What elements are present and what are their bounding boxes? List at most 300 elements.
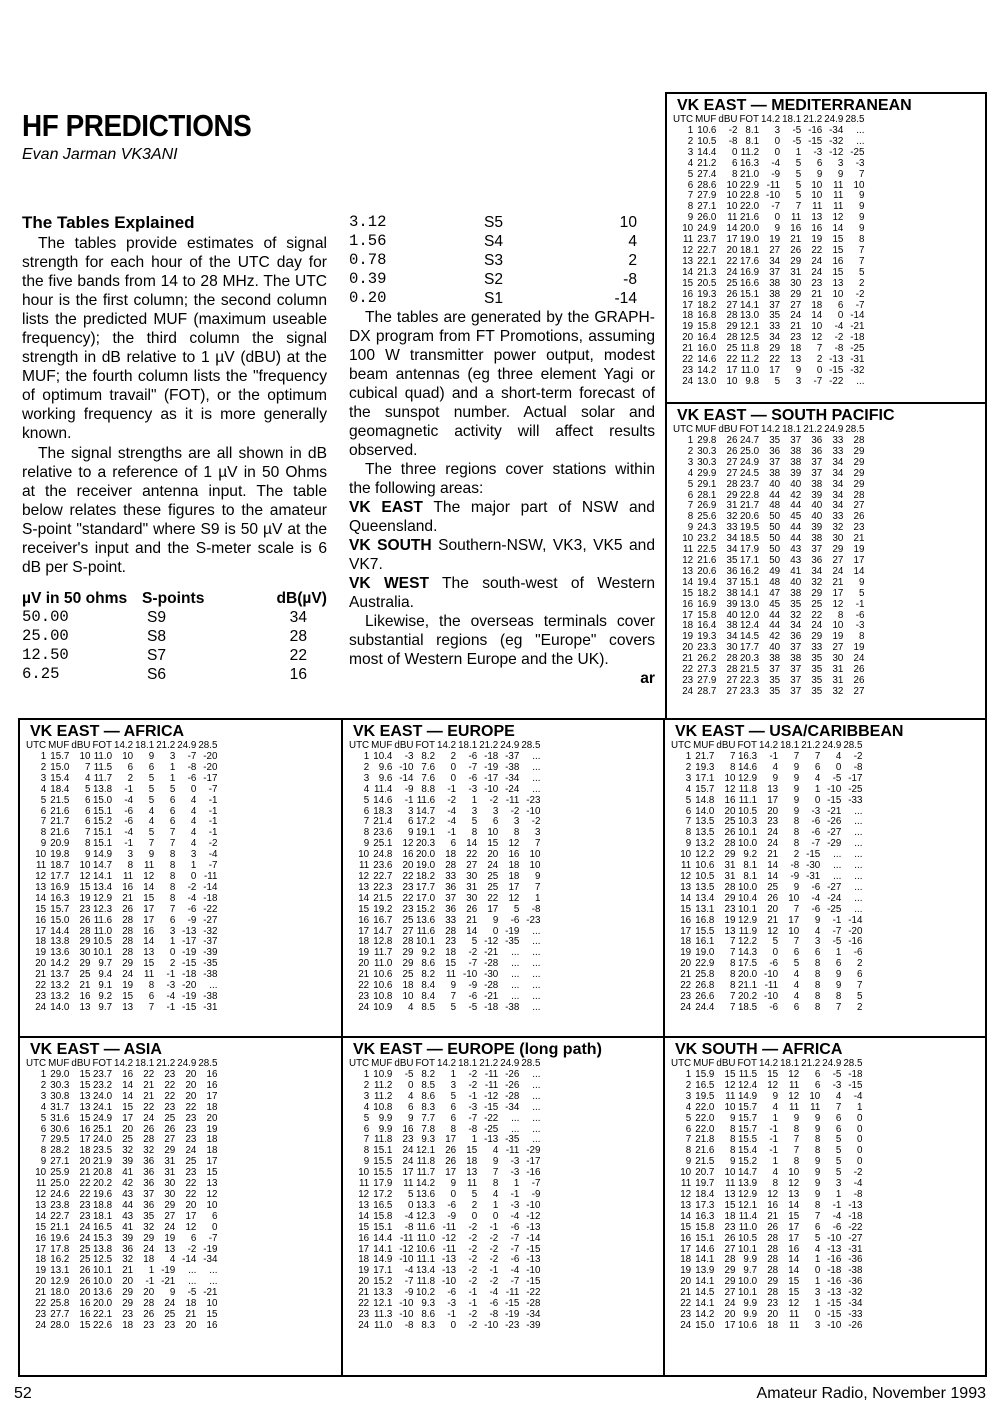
table-cell: ... — [833, 870, 842, 882]
table-cell: 25.1 — [373, 838, 393, 850]
table-cell: 12 — [35, 1188, 47, 1200]
table-cell: 16 — [122, 1069, 134, 1080]
table-cell: 42 — [790, 489, 802, 501]
table-cell: 10 — [853, 179, 865, 191]
table-cell: 3 — [363, 1090, 370, 1102]
table-cell: 14 — [811, 310, 823, 322]
table-cell: -9 — [404, 783, 414, 795]
table-cell: 11 — [403, 1178, 414, 1190]
table-cell: 21 — [185, 1308, 197, 1320]
table-cell: 0 — [450, 761, 457, 773]
table-cell: -5 — [832, 772, 842, 784]
table-cell: 29 — [853, 467, 865, 479]
table-cell: 4 — [363, 1101, 370, 1113]
table-cell: -18 — [848, 1069, 863, 1080]
table-cell: 20.7 — [695, 1167, 715, 1179]
table-cell: 10.1 — [737, 1243, 758, 1255]
table-cell: 11.6 — [416, 794, 436, 806]
table-cell: 22 — [185, 1101, 197, 1113]
table-cell: 14 — [682, 266, 694, 278]
table-cell: -20 — [182, 980, 197, 992]
table-cell: 10.8 — [373, 990, 393, 1002]
table-cell: 13.2 — [50, 980, 70, 992]
table-cell: 13 — [206, 1178, 218, 1190]
table-cell: ... — [511, 947, 520, 959]
prediction-table — [671, 741, 864, 1014]
table-cell: 12.8 — [373, 936, 393, 948]
column-header: 24.9 — [177, 1058, 197, 1070]
table-cell: 15.8 — [373, 1210, 393, 1222]
table-cell: 19.6 — [50, 1232, 70, 1244]
table-cell: 28 — [726, 310, 738, 322]
table-cell: 22 — [726, 255, 738, 267]
table-cell: 24 — [767, 827, 779, 839]
s-cell-uv: 0.20 — [349, 289, 387, 307]
table-cell: -3 — [510, 1167, 520, 1179]
table-cell: 11 — [791, 212, 802, 224]
table-cell: 10 — [788, 925, 800, 937]
table-cell: 11 — [680, 860, 692, 872]
table-cell: 23 — [185, 1123, 197, 1135]
table-cell: 16 — [680, 1232, 692, 1244]
table-cell: -19 — [161, 1265, 176, 1277]
table-cell: 14.2 — [697, 364, 717, 376]
table-cell: 29 — [832, 544, 844, 556]
table-row — [671, 916, 864, 927]
table-cell: 13.6 — [415, 914, 436, 926]
table-cell: 37 — [790, 435, 802, 446]
table-cell: 26 — [79, 914, 91, 926]
table-cell: 3 — [814, 1319, 821, 1331]
table-cell: 28.1 — [697, 489, 717, 501]
table-cell: 11 — [35, 860, 47, 872]
table-cell: 40 — [726, 609, 738, 621]
table-cell: 20 — [185, 1079, 197, 1091]
table-cell: -1 — [769, 1145, 779, 1157]
table-cell: 25 — [726, 277, 738, 289]
table-cell: 23 — [445, 936, 457, 948]
table-cell: 4 — [407, 1001, 414, 1013]
table-cell: -7 — [771, 201, 781, 213]
table-cell: 18 — [508, 870, 520, 882]
table-cell: 18.2 — [697, 587, 717, 599]
table-cell: 22.1 — [697, 255, 717, 267]
table-cell: 13 — [466, 1167, 478, 1179]
column-header: dBU — [394, 1058, 414, 1070]
table-cell: -15 — [827, 794, 842, 806]
table-cell: -38 — [848, 1265, 863, 1277]
table-cell: 14.8 — [695, 794, 715, 806]
table-cell: -1 — [510, 1188, 520, 1200]
table-cell: 0 — [856, 1123, 863, 1135]
table-cell: 7 — [856, 980, 863, 992]
table-cell: 21.7 — [695, 751, 715, 762]
column-header: MUF — [371, 740, 393, 752]
table-cell: 15.1 — [695, 1232, 715, 1244]
table-cell: -7 — [510, 1243, 520, 1255]
table-cell: 0 — [835, 761, 842, 773]
table-cell: -15 — [182, 1001, 197, 1013]
table-cell: 9 — [450, 980, 457, 992]
table-cell: 15.5 — [695, 925, 715, 937]
table-cell: 33 — [832, 445, 844, 457]
table-cell: 15.0 — [50, 914, 70, 926]
table-cell: 12 — [788, 1298, 800, 1310]
table-cell: 13.6 — [415, 1188, 436, 1200]
rule-col-1 — [341, 718, 343, 1377]
table-cell: 14 — [788, 1265, 800, 1277]
table-cell: 2 — [127, 772, 134, 784]
table-cell: 15.3 — [92, 1232, 113, 1244]
column-header: UTC — [671, 1058, 692, 1070]
table-cell: 11.2 — [740, 146, 760, 158]
table-cell: 29 — [726, 489, 738, 501]
column-header: 28.5 — [843, 1058, 863, 1070]
table-cell: 10.5 — [695, 870, 715, 882]
table-row — [26, 785, 219, 796]
table-cell: 13.1 — [50, 1265, 70, 1277]
table-cell: 15 — [724, 1069, 736, 1080]
table-cell: 17 — [726, 234, 738, 246]
region-item — [349, 536, 655, 574]
table-cell: 16.3 — [739, 157, 760, 169]
column-header: UTC — [349, 1058, 370, 1070]
table-cell: 9 — [814, 1167, 821, 1179]
table-cell: -25 — [850, 146, 865, 158]
table-cell: -21 — [484, 990, 499, 1002]
table-cell: 39 — [726, 598, 738, 610]
table-cell: 11.4 — [374, 783, 393, 795]
table-cell: 16 — [206, 1079, 218, 1091]
table-cell: -5 — [832, 1069, 842, 1080]
table-cell: 13 — [680, 1199, 692, 1211]
table-cell: 29 — [122, 1287, 134, 1299]
table-cell: 19.0 — [415, 860, 436, 872]
table-cell: 14.9 — [373, 1254, 393, 1266]
table-cell: 9.4 — [98, 969, 113, 981]
table-cell: 15.5 — [373, 1156, 393, 1168]
s-cell-db: 28 — [289, 628, 307, 645]
table-cell: 35 — [143, 1210, 155, 1222]
table-cell: 10.6 — [373, 969, 393, 981]
table-cell: 28 — [143, 1134, 155, 1146]
table-cell: 14.7 — [415, 805, 436, 817]
column-header: 21.2 — [479, 740, 499, 752]
table-cell: 18 — [35, 936, 47, 948]
table-cell: 25 — [724, 816, 736, 828]
table-cell: 8 — [814, 1001, 821, 1013]
table-cell: -1 — [208, 805, 218, 817]
table-cell: 16 — [680, 914, 692, 926]
table-row — [349, 785, 542, 796]
table-cell: -3 — [166, 980, 176, 992]
table-cell: -19 — [484, 761, 499, 773]
table-cell: -4 — [404, 1265, 414, 1277]
table-cell: -14 — [399, 772, 414, 784]
table-cell: -22 — [484, 1112, 499, 1124]
table-cell: 34 — [790, 620, 802, 632]
table-cell: 17 — [853, 554, 865, 566]
table-row — [349, 1321, 542, 1332]
table-cell: -3 — [510, 1199, 520, 1211]
table-cell: 0 — [471, 1210, 478, 1222]
table-cell: 27 — [853, 500, 865, 512]
author-byline: Evan Jarman VK3ANI — [22, 146, 178, 163]
table-cell: 3 — [814, 1287, 821, 1299]
table-cell: 21 — [358, 969, 370, 981]
column-header: 28.5 — [845, 424, 865, 436]
table-cell: 3 — [169, 925, 176, 937]
table-cell: 26 — [143, 1123, 155, 1135]
table-cell: 36 — [122, 1243, 134, 1255]
table-cell: -2 — [468, 1079, 478, 1091]
page-number: 52 — [14, 1385, 32, 1402]
table-cell: 25 — [122, 1134, 134, 1146]
table-cell: -32 — [848, 1287, 863, 1299]
table-cell: 9 — [835, 969, 842, 981]
table-cell: 6 — [148, 761, 155, 773]
table-cell: 21 — [680, 969, 692, 981]
table-cell: 21.1 — [737, 980, 758, 992]
table-cell: 12 — [508, 838, 520, 850]
table-cell: 4 — [687, 467, 694, 479]
table-cell: 24 — [143, 1112, 155, 1124]
table-cell: 27.4 — [697, 168, 717, 180]
table-cell: 11 — [725, 1090, 736, 1102]
table-cell: 40 — [769, 478, 781, 490]
table-cell: 21.6 — [50, 827, 70, 839]
s-table-row — [349, 213, 655, 232]
table-cell: 29 — [724, 849, 736, 861]
table-cell: 29 — [767, 1276, 779, 1288]
table-cell: 15 — [788, 1210, 800, 1222]
table-cell: 13.4 — [415, 1265, 436, 1277]
table-cell: 13 — [811, 212, 823, 224]
table-cell: -6 — [853, 947, 863, 959]
rule-vertical-top — [665, 92, 667, 719]
table-cell: -29 — [526, 1145, 541, 1157]
table-cell: 17 — [402, 1167, 414, 1179]
table-cell: 38 — [769, 653, 781, 665]
table-cell: 13 — [832, 277, 844, 289]
table-cell: 44 — [790, 522, 802, 534]
column-header: MUF — [693, 740, 715, 752]
table-cell: 6 — [169, 816, 176, 828]
table-cell: 20.9 — [50, 838, 70, 850]
column-header: MUF — [48, 1058, 70, 1070]
table-cell: 11 — [682, 234, 694, 246]
table-cell: -23 — [526, 914, 541, 926]
table-cell: 12 — [682, 244, 694, 256]
table-cell: 10 — [680, 1167, 692, 1179]
table-cell: 23 — [35, 990, 47, 1002]
table-cell: -1 — [447, 827, 457, 839]
table-cell: 38 — [769, 467, 781, 479]
table-cell: ... — [854, 827, 863, 839]
table-cell: 14 — [143, 881, 155, 893]
table-cell: 12.9 — [737, 772, 758, 784]
table-cell: 16.4 — [697, 620, 717, 632]
table-cell: -23 — [505, 1319, 520, 1331]
table-cell: 28 — [122, 914, 134, 926]
table-cell: 9 — [814, 1188, 821, 1200]
table-cell: 16 — [767, 1199, 779, 1211]
table-cell: 2 — [363, 1079, 370, 1091]
table-cell: 31 — [832, 674, 844, 686]
table-cell: 6 — [731, 157, 738, 169]
table-cell: 9 — [685, 838, 692, 850]
column-header: 14.2 — [437, 1058, 457, 1070]
table-cell: -7 — [404, 1276, 414, 1288]
table-cell: 16.5 — [373, 1199, 393, 1211]
table-cell: 9 — [795, 364, 802, 376]
table-cell: 22 — [185, 1178, 197, 1190]
column-header: FOT — [92, 740, 113, 752]
s-cell-uv: 12.50 — [22, 646, 69, 664]
table-cell: 16 — [402, 849, 414, 861]
table-cell: 6 — [685, 805, 692, 817]
table-cell: 24 — [79, 1232, 91, 1244]
table-cell: 9.6 — [378, 761, 393, 773]
table-cell: 10 — [122, 751, 134, 762]
table-cell: -15 — [827, 1298, 842, 1310]
table-cell: -11 — [766, 179, 781, 191]
table-cell: 16.3 — [737, 751, 758, 762]
table-cell: 5 — [795, 168, 802, 180]
table-cell: 11 — [358, 1178, 370, 1190]
table-cell: -2 — [489, 1232, 499, 1244]
table-cell: 28 — [767, 1287, 779, 1299]
table-cell: 21.8 — [695, 1134, 715, 1146]
table-cell: 14 — [122, 1090, 134, 1102]
table-cell: 29 — [164, 1145, 176, 1157]
table-cell: -1 — [489, 1265, 499, 1277]
table-cell: 36 — [143, 1156, 155, 1168]
table-cell: 17.1 — [739, 554, 760, 566]
table-cell: 28 — [724, 1254, 736, 1266]
section-heading: The Tables Explained — [22, 213, 195, 232]
table-cell: -4 — [834, 321, 844, 333]
table-cell: 50 — [769, 544, 781, 556]
table-cell: 12.0 — [739, 609, 760, 621]
table-cell: 8 — [685, 1145, 692, 1157]
table-cell: 9.7 — [98, 1001, 113, 1013]
table-cell: 13.5 — [695, 827, 715, 839]
table-cell: 28 — [402, 936, 414, 948]
table-cell: 27 — [724, 1287, 736, 1299]
table-cell: 10 — [724, 1167, 736, 1179]
table-cell: 37 — [769, 456, 781, 468]
table-cell: 28 — [767, 1243, 779, 1255]
table-cell: -4 — [510, 1210, 520, 1222]
table-cell: 48 — [769, 576, 781, 588]
table-cell: 29.1 — [697, 478, 717, 490]
prediction-panel-europe-long-path — [343, 1038, 663, 1375]
table-cell: -7 — [187, 751, 197, 762]
table-cell: 2 — [858, 277, 865, 289]
table-cell: 3 — [534, 827, 541, 839]
table-cell: -7 — [813, 375, 823, 387]
prediction-table — [673, 425, 866, 698]
table-cell: 15.1 — [739, 576, 760, 588]
table-cell: 14.7 — [92, 860, 113, 872]
table-cell: 7 — [729, 947, 736, 959]
table-cell: 16.7 — [373, 914, 393, 926]
table-cell: 7 — [793, 903, 800, 915]
table-cell: 1 — [772, 1112, 779, 1124]
table-cell: 8.2 — [421, 751, 436, 762]
table-cell: 44 — [769, 609, 781, 621]
table-cell: -14 — [850, 310, 865, 322]
table-cell: 13.0 — [697, 375, 717, 387]
table-cell: -4 — [166, 990, 176, 1002]
table-cell: 25 — [811, 598, 823, 610]
table-cell: 16 — [79, 1123, 91, 1135]
table-cell: -3 — [510, 1156, 520, 1168]
table-cell: 11 — [789, 1101, 800, 1113]
table-cell: 11.6 — [93, 914, 113, 926]
prediction-table — [349, 741, 542, 1014]
table-cell: 27 — [726, 674, 738, 686]
table-cell: 25 — [767, 881, 779, 893]
table-cell: 10.1 — [92, 947, 113, 959]
table-cell: 22 — [402, 870, 414, 882]
table-cell: 12.4 — [737, 1079, 758, 1091]
table-cell: 24 — [682, 685, 694, 697]
table-cell: 13 — [767, 783, 779, 795]
table-cell: 35 — [811, 685, 823, 697]
table-cell: 23 — [79, 1210, 91, 1222]
s-table-row — [349, 289, 655, 308]
table-cell: 11 — [144, 969, 155, 981]
table-cell: 25 — [487, 870, 499, 882]
panel-title: VK EAST — EUROPE (long path) — [353, 1041, 602, 1058]
table-cell: 19 — [680, 947, 692, 959]
table-cell: -6 — [447, 1199, 457, 1211]
table-cell: 16.8 — [697, 310, 717, 322]
table-cell: ... — [511, 990, 520, 1002]
table-cell: 15.2 — [373, 1276, 393, 1288]
table-cell: 44 — [769, 620, 781, 632]
table-cell: 37 — [811, 456, 823, 468]
table-cell: ... — [532, 1079, 541, 1091]
table-cell: 15 — [79, 1112, 91, 1124]
table-cell: 15 — [788, 1276, 800, 1288]
s-cell-uv: 6.25 — [22, 665, 60, 683]
paragraph-tables: The tables provide estimates of signal strength for each hour of the UTC day for the five bands from 14 to 28 MHz. The UTC hour is the first column; the second column lists the predicted MUF (maximum useable frequency); the third column the signal strength in dB relative to 1 µV (dBU) at the MUF; the fourth column lists the "frequency of optimum travail" (FOT), or the optimum working frequency as it is more generally known. — [22, 235, 327, 442]
table-cell: 6 — [407, 816, 414, 828]
table-cell: 12.9 — [92, 892, 113, 904]
table-cell: 26 — [790, 244, 802, 256]
table-cell: 14 — [122, 1079, 134, 1091]
table-cell: 44 — [790, 500, 802, 512]
table-cell: 18 — [35, 1254, 47, 1266]
table-cell: 24 — [682, 375, 694, 387]
table-cell: -9 — [447, 1210, 457, 1222]
table-cell: 30 — [832, 533, 844, 545]
table-cell: 29 — [769, 343, 781, 355]
table-cell: 11.0 — [374, 1319, 393, 1331]
table-cell: 0 — [492, 925, 499, 937]
table-cell: 8.8 — [421, 783, 436, 795]
table-cell: 23 — [790, 332, 802, 344]
table-row — [349, 905, 542, 916]
table-cell: 18.5 — [739, 533, 760, 545]
table-cell: 18 — [445, 947, 457, 959]
table-cell: 38 — [769, 277, 781, 289]
table-cell: 5 — [148, 772, 155, 784]
prediction-panel-south-pacific — [667, 404, 985, 718]
